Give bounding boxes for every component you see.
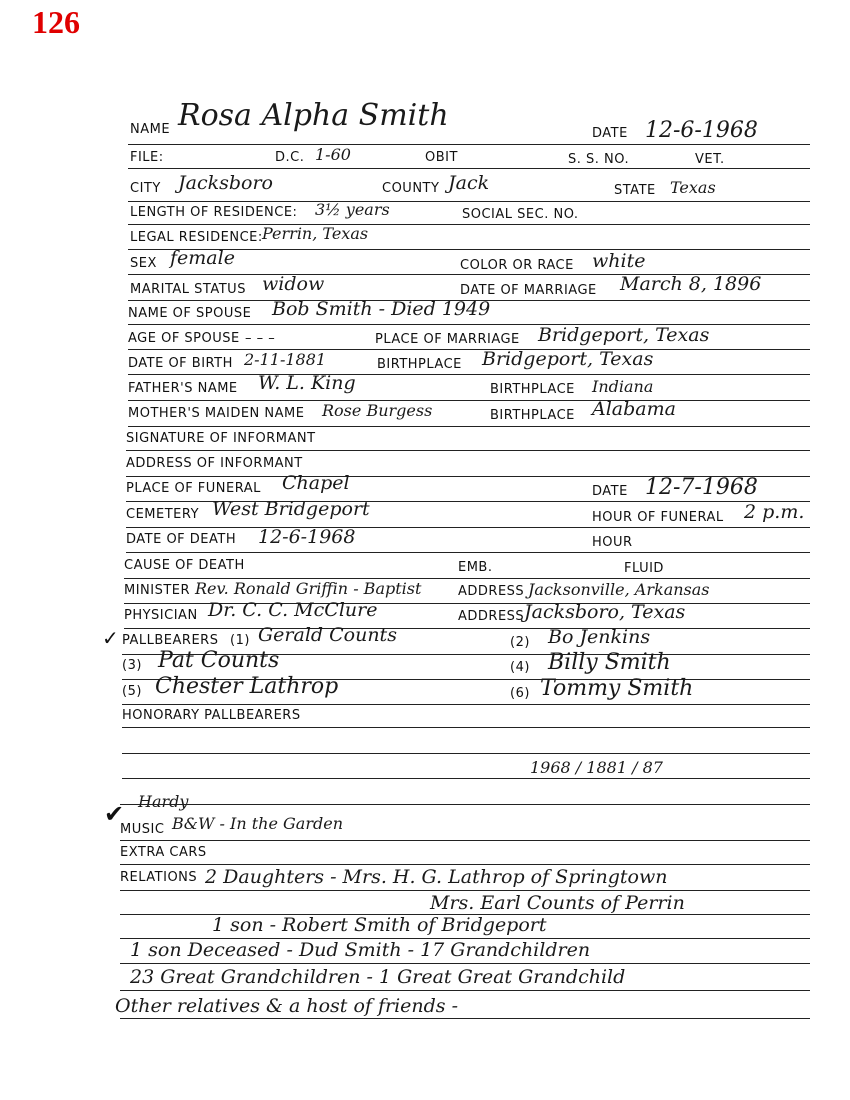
- relations-label: RELATIONS: [120, 870, 198, 885]
- pallbearer-5-label: (5): [122, 684, 142, 699]
- relations-line-4-value: 1 son Deceased - Dud Smith - 17 Grandchildren: [130, 939, 591, 961]
- physician-address-label: ADDRESS: [458, 609, 525, 624]
- name-of-spouse-label: NAME OF SPOUSE: [128, 306, 252, 321]
- honorary-line-2: [122, 753, 810, 754]
- cause-of-death-label: CAUSE OF DEATH: [124, 558, 245, 573]
- fluid-label: FLUID: [624, 561, 664, 576]
- relations-line-6: [120, 1018, 810, 1019]
- relations-line-4: [120, 963, 810, 964]
- file-line: [128, 168, 810, 169]
- music-value: B&W - In the Garden: [172, 814, 344, 833]
- pallbearer-2-label: (2): [510, 635, 530, 650]
- age-of-spouse-label: AGE OF SPOUSE: [128, 331, 240, 346]
- state-value: Texas: [670, 178, 716, 197]
- relations-line-5: [120, 990, 810, 991]
- music-line: [120, 840, 810, 841]
- legal-residence-value: Perrin, Texas: [262, 224, 369, 243]
- music-label: MUSIC: [120, 822, 165, 837]
- legal-residence-label: LEGAL RESIDENCE:: [130, 230, 263, 245]
- city-value: Jacksboro: [178, 172, 273, 194]
- relations-line-5-value: 23 Great Grandchildren - 1 Great Great Grandchild: [130, 966, 626, 988]
- pallbearer-6-value: Tommy Smith: [540, 676, 694, 701]
- relations-line-3-value: 1 son - Robert Smith of Bridgeport: [212, 914, 547, 936]
- minister-address-value: Jacksonville, Arkansas: [528, 580, 710, 599]
- signature-line: [126, 450, 810, 451]
- date-of-marriage-label: DATE OF MARRIAGE: [460, 283, 597, 298]
- emb-label: EMB.: [458, 560, 493, 575]
- cemetery-line: [126, 527, 810, 528]
- length-of-residence-label: LENGTH OF RESIDENCE:: [130, 205, 298, 220]
- cemetery-value: West Bridgeport: [212, 498, 370, 520]
- physician-address-value: Jacksboro, Texas: [524, 601, 686, 623]
- name-line: [128, 144, 810, 145]
- relations-line-1-value: 2 Daughters - Mrs. H. G. Lathrop of Springtown: [205, 866, 668, 888]
- social-sec-no-label: SOCIAL SEC. NO.: [462, 207, 579, 222]
- father-birthplace-value: Indiana: [592, 377, 654, 396]
- physician-value: Dr. C. C. McClure: [208, 599, 378, 621]
- music-note: Hardy: [138, 792, 189, 811]
- place-of-marriage-label: PLACE OF MARRIAGE: [375, 332, 520, 347]
- honorary-pallbearers-label: HONORARY PALLBEARERS: [122, 708, 301, 723]
- marital-status-value: widow: [262, 273, 325, 295]
- address-of-informant-label: ADDRESS OF INFORMANT: [126, 456, 303, 471]
- birth-line: [128, 374, 810, 375]
- pallbearer-3-label: (3): [122, 658, 142, 673]
- pallbearer-4-value: Billy Smith: [548, 650, 671, 675]
- pallbearer-4-label: (4): [510, 660, 530, 675]
- honorary-line-1: [122, 727, 810, 728]
- mother-birthplace-value: Alabama: [592, 398, 676, 420]
- dc-value: 1-60: [315, 145, 351, 164]
- minister-address-label: ADDRESS: [458, 584, 525, 599]
- pallbearer-6-label: (6): [510, 686, 530, 701]
- city-label: CITY: [130, 181, 161, 196]
- relations-line-2-value: Mrs. Earl Counts of Perrin: [430, 892, 685, 914]
- physician-label: PHYSICIAN: [124, 608, 198, 623]
- sex-label: SEX: [130, 256, 157, 271]
- mothers-maiden-name-label: MOTHER'S MAIDEN NAME: [128, 406, 305, 421]
- mother-line: [128, 426, 810, 427]
- relations-line-6-value: Other relatives & a host of friends -: [115, 995, 459, 1017]
- date-value: 12-6-1968: [645, 118, 758, 143]
- name-value: Rosa Alpha Smith: [178, 98, 449, 133]
- file-label: FILE:: [130, 150, 164, 165]
- father-birthplace-label: BIRTHPLACE: [490, 382, 575, 397]
- pallbearer-3-value: Pat Counts: [158, 648, 280, 673]
- music-check-mark-icon: ✔: [104, 800, 125, 828]
- place-of-funeral-label: PLACE OF FUNERAL: [126, 481, 261, 496]
- name-label: NAME: [130, 122, 171, 137]
- residence-line: [128, 224, 810, 225]
- date-of-death-value: 12-6-1968: [258, 526, 356, 548]
- mothers-maiden-name-value: Rose Burgess: [322, 401, 433, 420]
- father-line: [128, 400, 810, 401]
- date-of-birth-label: DATE OF BIRTH: [128, 356, 233, 371]
- place-of-funeral-value: Chapel: [282, 472, 350, 494]
- pallbearer-2-value: Bo Jenkins: [548, 626, 651, 648]
- length-of-residence-value: 3½ years: [315, 200, 390, 219]
- funeral-date-label: DATE: [592, 484, 628, 499]
- physician-line: [124, 628, 810, 629]
- name-of-spouse-value: Bob Smith - Died 1949: [272, 298, 491, 320]
- music-upper-line: [120, 804, 810, 805]
- birthplace-value: Bridgeport, Texas: [482, 348, 654, 370]
- city-line: [128, 201, 810, 202]
- age-line: [128, 349, 810, 350]
- relations-line-1: [120, 890, 810, 891]
- sex-value: female: [170, 247, 235, 269]
- margin-calculation: 1968 / 1881 / 87: [530, 758, 663, 777]
- fathers-name-value: W. L. King: [258, 372, 356, 394]
- check-mark-icon: ✓: [102, 626, 119, 650]
- mother-birthplace-label: BIRTHPLACE: [490, 408, 575, 423]
- state-label: STATE: [614, 183, 656, 198]
- hour-of-funeral-value: 2 p.m.: [744, 501, 805, 523]
- marital-status-label: MARITAL STATUS: [130, 282, 246, 297]
- hour-label: HOUR: [592, 535, 633, 550]
- pallbearer-1-value: Gerald Counts: [258, 624, 397, 646]
- signature-of-informant-label: SIGNATURE OF INFORMANT: [126, 431, 316, 446]
- place-of-marriage-value: Bridgeport, Texas: [538, 324, 710, 346]
- date-of-birth-value: 2-11-1881: [244, 350, 327, 369]
- pallbearers-label: PALLBEARERS: [122, 633, 219, 648]
- ss-no-label: S. S. NO.: [568, 152, 630, 167]
- pallbearers-line-3: [122, 704, 810, 705]
- extra-cars-label: EXTRA CARS: [120, 845, 207, 860]
- minister-value: Rev. Ronald Griffin - Baptist: [195, 579, 422, 598]
- pallbearer-1-label: (1): [230, 633, 250, 648]
- funeral-date-value: 12-7-1968: [645, 475, 758, 500]
- date-label: DATE: [592, 126, 628, 141]
- county-label: COUNTY: [382, 181, 440, 196]
- date-of-marriage-value: March 8, 1896: [620, 273, 762, 295]
- pallbearer-5-value: Chester Lathrop: [155, 674, 339, 699]
- birthplace-label: BIRTHPLACE: [377, 357, 462, 372]
- page-number: 126: [32, 4, 80, 40]
- extra-cars-line: [120, 864, 810, 865]
- age-of-spouse-value: – – –: [245, 331, 276, 346]
- color-or-race-label: COLOR OR RACE: [460, 258, 574, 273]
- obit-label: OBIT: [425, 150, 458, 165]
- honorary-line-3: [122, 778, 810, 779]
- minister-label: MINISTER: [124, 583, 191, 598]
- color-or-race-value: white: [592, 250, 646, 272]
- hour-of-funeral-label: HOUR OF FUNERAL: [592, 510, 724, 525]
- fathers-name-label: FATHER'S NAME: [128, 381, 238, 396]
- cemetery-label: CEMETERY: [126, 507, 200, 522]
- vet-label: VET.: [695, 152, 725, 167]
- death-line: [126, 552, 810, 553]
- county-value: Jack: [448, 172, 490, 194]
- dc-label: D.C.: [275, 150, 305, 165]
- date-of-death-label: DATE OF DEATH: [126, 532, 237, 547]
